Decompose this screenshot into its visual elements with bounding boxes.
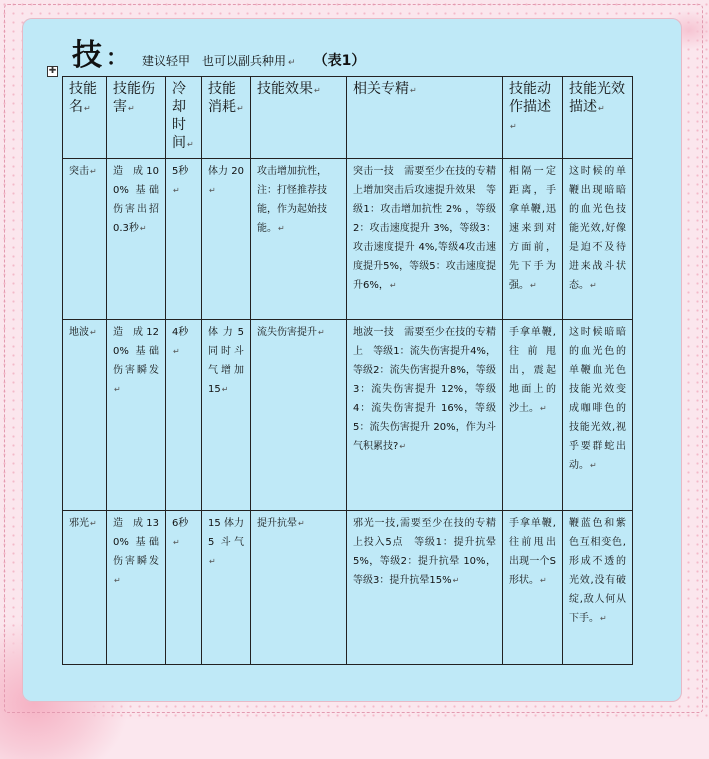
paragraph-mark-icon: ↵ <box>173 538 180 548</box>
heading-colon: ： <box>106 46 129 71</box>
cell-vfx: 这时候的单鞭出现暗暗的血光色技能光效,好像是迫不及待进来战斗状态。↵ <box>563 159 633 320</box>
paragraph-mark-icon: ↵ <box>410 86 417 95</box>
cell-skill-name: 突击↵ <box>63 159 107 320</box>
cell-skill-damage: 造 成 100% 基础伤害出招0.3秒↵ <box>107 159 166 320</box>
cell-skill-cost: 15 体力 5 斗气↵ <box>202 511 251 665</box>
skill-table <box>62 76 633 665</box>
table-header-row <box>63 77 633 159</box>
paragraph-mark-icon: ↵ <box>298 519 305 529</box>
table-reference: （表1） <box>313 53 366 69</box>
paragraph-mark-icon: ↵ <box>590 461 597 471</box>
cell-skill-effect: 提升抗晕↵ <box>251 511 347 665</box>
paragraph-mark-icon: ↵ <box>399 442 407 452</box>
paragraph-mark-icon: ↵ <box>128 104 135 113</box>
paragraph-mark-icon: ↵ <box>452 576 460 586</box>
header-mastery: 相关专精↵ <box>347 77 503 159</box>
header-vfx: 技能光效描述↵ <box>563 77 633 159</box>
paragraph-mark-icon: ↵ <box>114 385 121 395</box>
paragraph-mark-icon: ↵ <box>139 224 147 234</box>
paragraph-mark-icon: ↵ <box>540 576 547 586</box>
cell-cooldown: 6秒↵ <box>166 511 202 665</box>
paragraph-mark-icon: ↵ <box>389 281 397 291</box>
cell-skill-damage: 造 成 130% 基础伤害瞬发↵ <box>107 511 166 665</box>
header-skill-name: 技能名↵ <box>63 77 107 159</box>
table-move-handle-icon[interactable]: ✚ <box>48 66 57 76</box>
paragraph-mark-icon: ↵ <box>209 186 216 196</box>
header-skill-effect: 技能效果↵ <box>251 77 347 159</box>
paragraph-mark-icon: ↵ <box>173 186 180 196</box>
table-row <box>63 159 633 320</box>
heading-title: 技 <box>72 38 102 73</box>
paragraph-mark-icon: ↵ <box>90 519 97 529</box>
paragraph-mark-icon: ↵ <box>540 404 547 414</box>
table-row <box>63 511 633 665</box>
cell-skill-effect: 攻击增加抗性，注：打怪推荐技能，作为起始技能。↵ <box>251 159 347 320</box>
cell-mastery: 突击一技 需要至少在技的专精上增加突击后攻速提升效果 等级1：攻击增加抗性 2% ，等级2：攻击速度提升 3%，等级3：攻击速度提升 4%,等级4攻击速度提升5%，等级5：攻击速度提升6%，↵ <box>347 159 503 320</box>
cell-skill-damage: 造 成 120% 基础伤害瞬发↵ <box>107 320 166 511</box>
table-row <box>63 320 633 511</box>
paragraph-mark-icon: ↵ <box>510 122 517 131</box>
section-heading <box>72 30 366 73</box>
paragraph-mark-icon: ↵ <box>221 385 229 395</box>
paragraph-mark-icon: ↵ <box>288 58 296 68</box>
cell-mastery: 地波一技 需要至少在技的专精上 等级1：流失伤害提升4%，等级2：流失伤害提升8%，等级3：流失伤害提升 12%，等级4：流失伤害提升 16%，等级5：流失伤害提升 20%，作为斗气积累技?↵ <box>347 320 503 511</box>
paragraph-mark-icon: ↵ <box>84 104 91 113</box>
paragraph-mark-icon: ↵ <box>90 167 97 177</box>
paragraph-mark-icon: ↵ <box>187 140 194 149</box>
cell-skill-cost: 体力5 同时斗气增加15↵ <box>202 320 251 511</box>
cell-action: 相隔一定距离，手拿单鞭,迅速来到对方面前，先下手为强。↵ <box>503 159 563 320</box>
cell-vfx: 这时候暗暗的血光色的单鞭血光色技能光效变成咖啡色的技能光效,视乎要群蛇出动。↵ <box>563 320 633 511</box>
paragraph-mark-icon: ↵ <box>209 557 216 567</box>
paragraph-mark-icon: ↵ <box>278 224 285 234</box>
cell-skill-name: 地波↵ <box>63 320 107 511</box>
cell-cooldown: 5秒↵ <box>166 159 202 320</box>
cell-skill-effect: 流失伤害提升↵ <box>251 320 347 511</box>
paragraph-mark-icon: ↵ <box>314 86 321 95</box>
cell-skill-name: 邪光↵ <box>63 511 107 665</box>
header-skill-cost: 技能消耗↵ <box>202 77 251 159</box>
paragraph-mark-icon: ↵ <box>237 104 244 113</box>
paragraph-mark-icon: ↵ <box>90 328 97 338</box>
cell-action: 手拿单鞭,往前甩出出现一个S形状。↵ <box>503 511 563 665</box>
header-cooldown: 冷却时间↵ <box>166 77 202 159</box>
cell-mastery: 邪光一技,需要至少在技的专精上投入5点 等级1：提升抗晕5%，等级2：提升抗晕 10%，等级3：提升抗晕15%↵ <box>347 511 503 665</box>
paragraph-mark-icon: ↵ <box>590 281 597 291</box>
cell-cooldown: 4秒↵ <box>166 320 202 511</box>
paragraph-mark-icon: ↵ <box>318 328 325 338</box>
header-skill-damage: 技能伤害↵ <box>107 77 166 159</box>
heading-note: 建议轻甲 也可以副兵种用 <box>142 54 287 68</box>
paragraph-mark-icon: ↵ <box>598 104 605 113</box>
paragraph-mark-icon: ↵ <box>114 576 121 586</box>
cell-action: 手拿单鞭,往前甩出，震起地面上的沙土。↵ <box>503 320 563 511</box>
paragraph-mark-icon: ↵ <box>600 614 607 624</box>
paragraph-mark-icon: ↵ <box>173 347 180 357</box>
cell-vfx: 鞭蓝色和紫色互相变色,形成不透的光效,没有破绽,敌人何从下手。↵ <box>563 511 633 665</box>
paragraph-mark-icon: ↵ <box>530 281 537 291</box>
cell-skill-cost: 体力 20↵ <box>202 159 251 320</box>
header-action: 技能动作描述↵ <box>503 77 563 159</box>
